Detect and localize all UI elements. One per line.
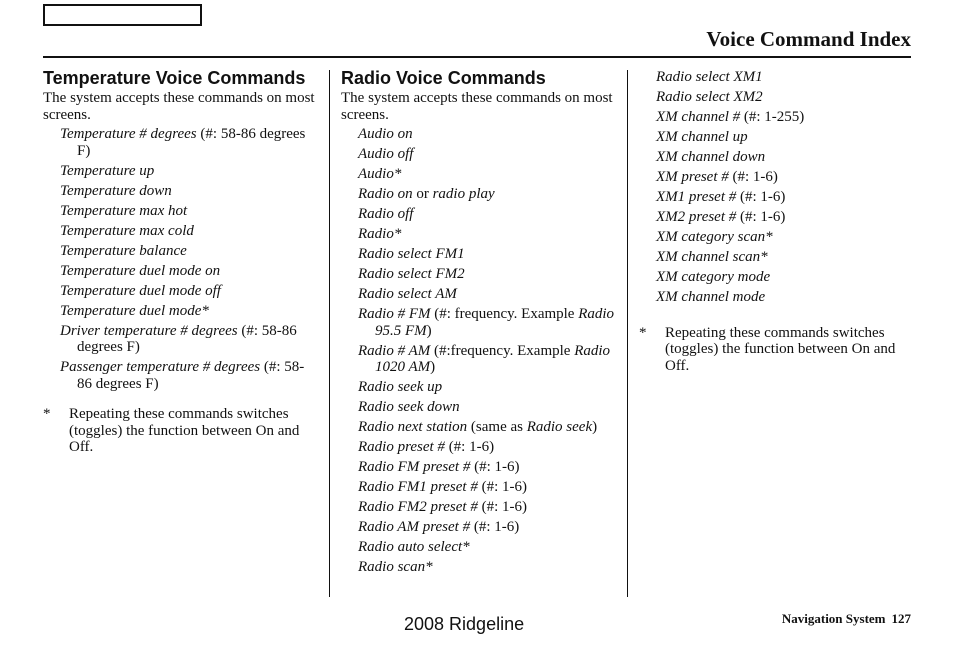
command-text: Temperature duel mode* (60, 302, 209, 319)
command-text: Temperature max hot (60, 202, 188, 219)
header-tab-box (43, 4, 202, 26)
command-text: Radio select XM1 (656, 69, 763, 85)
command-item (358, 559, 616, 576)
command-note: (#:frequency. Example (430, 342, 575, 359)
footnote-text: Repeating these commands switches (toggles) the function between On and Off. (69, 406, 300, 455)
command-text: XM2 preset # (656, 209, 737, 225)
command-item (358, 146, 616, 163)
command-text: Radio # FM (358, 306, 431, 322)
command-note: (#: 1-6) (477, 479, 527, 495)
command-text: Radio select AM (358, 286, 457, 302)
page-number: 127 (891, 611, 911, 626)
command-text: Radio AM preset # (358, 519, 471, 535)
command-text: Radio off (358, 206, 414, 222)
command-item (60, 323, 318, 356)
command-item (60, 203, 318, 220)
command-item (656, 209, 914, 226)
command-text: Passenger temperature # degrees (60, 359, 261, 375)
command-note: (#: 1-6) (736, 209, 786, 225)
xm-section (639, 68, 914, 374)
command-note: (#: 1-255) (740, 109, 805, 125)
command-text: Radio FM preset # (358, 459, 471, 475)
temperature-section-title: Temperature Voice Commands (43, 68, 306, 88)
command-item (358, 439, 616, 456)
command-text: Radio* (358, 226, 402, 242)
command-note: (#: frequency. Example (430, 306, 579, 322)
command-text: Radio FM2 preset # (358, 499, 478, 515)
command-item (656, 269, 914, 286)
xm-footnote (639, 325, 914, 375)
command-note: or (412, 186, 433, 202)
command-note: (#: 58-86 degrees F) (77, 322, 297, 355)
footnote-mark: * (639, 324, 647, 341)
radio-intro: The system accepts these commands on most screens. (341, 90, 613, 123)
temperature-intro: The system accepts these commands on most screens. (43, 90, 315, 123)
command-note: ) (592, 419, 598, 435)
command-note: (#: 1-6) (477, 499, 527, 515)
command-text: Temperature down (60, 182, 172, 199)
temperature-footnote (43, 406, 318, 456)
footer-model: 2008 Ridgeline (404, 614, 525, 634)
command-item (60, 263, 318, 280)
command-text: radio play (432, 186, 495, 202)
command-note: ) (426, 322, 432, 339)
command-item (60, 183, 318, 200)
command-item (358, 226, 616, 243)
command-item (358, 246, 616, 263)
command-text: XM channel # (656, 109, 741, 125)
command-item (60, 303, 318, 320)
command-item (60, 223, 318, 240)
title-divider (43, 56, 911, 58)
command-text: Driver temperature # degrees (60, 322, 238, 339)
footnote-mark: * (43, 406, 51, 422)
command-note: (#: 58-86 degrees F) (77, 359, 305, 392)
command-text: Temperature duel mode off (60, 282, 221, 299)
temperature-section (43, 68, 318, 456)
command-text: Temperature max cold (60, 222, 194, 239)
command-item (60, 243, 318, 260)
command-note: (same as (467, 419, 527, 435)
command-text: Radio # AM (358, 342, 431, 359)
command-text: Radio auto select* (358, 539, 470, 555)
command-item (358, 499, 616, 516)
command-item (358, 539, 616, 556)
radio-command-list (341, 126, 616, 576)
radio-section (341, 68, 616, 579)
command-text: Temperature duel mode on (60, 262, 221, 279)
command-item (656, 249, 914, 266)
command-text: Temperature up (60, 162, 155, 179)
command-note: (#: 1-6) (470, 519, 520, 535)
command-item (656, 149, 914, 166)
command-item (358, 399, 616, 416)
command-text: Temperature balance (60, 242, 187, 259)
column-divider-2 (627, 70, 628, 597)
command-item (656, 109, 914, 126)
command-item (656, 89, 914, 106)
command-item (358, 206, 616, 223)
command-item (656, 289, 914, 306)
command-text: Radio select FM1 (358, 246, 465, 262)
command-item (656, 169, 914, 186)
command-text: Radio select XM2 (656, 89, 763, 105)
command-item (358, 379, 616, 396)
command-item (358, 166, 616, 183)
command-note: ) (430, 359, 436, 375)
command-text: Radio FM1 preset # (358, 479, 478, 495)
command-note: (#: 1-6) (736, 189, 786, 205)
command-text: XM channel scan* (656, 249, 768, 265)
command-text: Radio seek up (358, 379, 443, 395)
command-item (60, 126, 318, 159)
command-text: XM category mode (656, 269, 771, 285)
command-text: XM channel up (656, 129, 748, 145)
footnote-text: Repeating these commands switches (toggles) the function between On and Off. (665, 324, 896, 374)
command-item (358, 306, 616, 339)
page-title: Voice Command Index (706, 27, 911, 51)
command-text: Audio on (358, 126, 413, 142)
column-divider-1 (329, 70, 330, 597)
command-text: Radio next station (358, 419, 468, 435)
command-text: Radio seek (526, 419, 593, 435)
command-item (358, 459, 616, 476)
command-item (656, 189, 914, 206)
command-item (656, 129, 914, 146)
radio-section-title: Radio Voice Commands (341, 68, 546, 88)
xm-command-list (639, 69, 914, 306)
command-text: Radio 95.5 FM (375, 306, 615, 339)
command-item (358, 126, 616, 143)
command-item (358, 419, 616, 436)
command-text: Radio preset # (358, 439, 445, 455)
command-item (358, 186, 616, 203)
command-note: (#: 1-6) (470, 459, 520, 475)
command-text: Radio on (358, 186, 413, 202)
temperature-command-list (43, 126, 318, 392)
command-text: XM category scan* (656, 229, 773, 245)
command-text: Radio scan* (358, 559, 433, 575)
command-item (60, 163, 318, 180)
command-text: XM channel mode (656, 289, 766, 305)
command-note: (#: 1-6) (444, 439, 495, 455)
command-note: (#: 1-6) (728, 169, 778, 185)
command-text: XM1 preset # (656, 189, 737, 205)
command-text: Radio select FM2 (358, 266, 465, 282)
command-item (60, 283, 318, 300)
command-text: Radio 1020 AM (375, 342, 611, 375)
command-item (60, 359, 318, 392)
command-text: XM channel down (656, 149, 766, 165)
command-item (656, 69, 914, 86)
command-text: Temperature # degrees (60, 126, 197, 142)
footer-page-info (782, 611, 911, 627)
command-text: Radio seek down (358, 399, 460, 415)
command-note: (#: 58-86 degrees F) (77, 126, 306, 159)
footer-section: Navigation System (781, 611, 886, 626)
command-item (358, 343, 616, 376)
command-text: Audio off (358, 146, 414, 162)
command-item (358, 479, 616, 496)
command-item (358, 266, 616, 283)
command-item (656, 229, 914, 246)
command-item (358, 519, 616, 536)
command-text: XM preset # (656, 169, 729, 185)
command-text: Audio* (358, 166, 402, 182)
command-item (358, 286, 616, 303)
